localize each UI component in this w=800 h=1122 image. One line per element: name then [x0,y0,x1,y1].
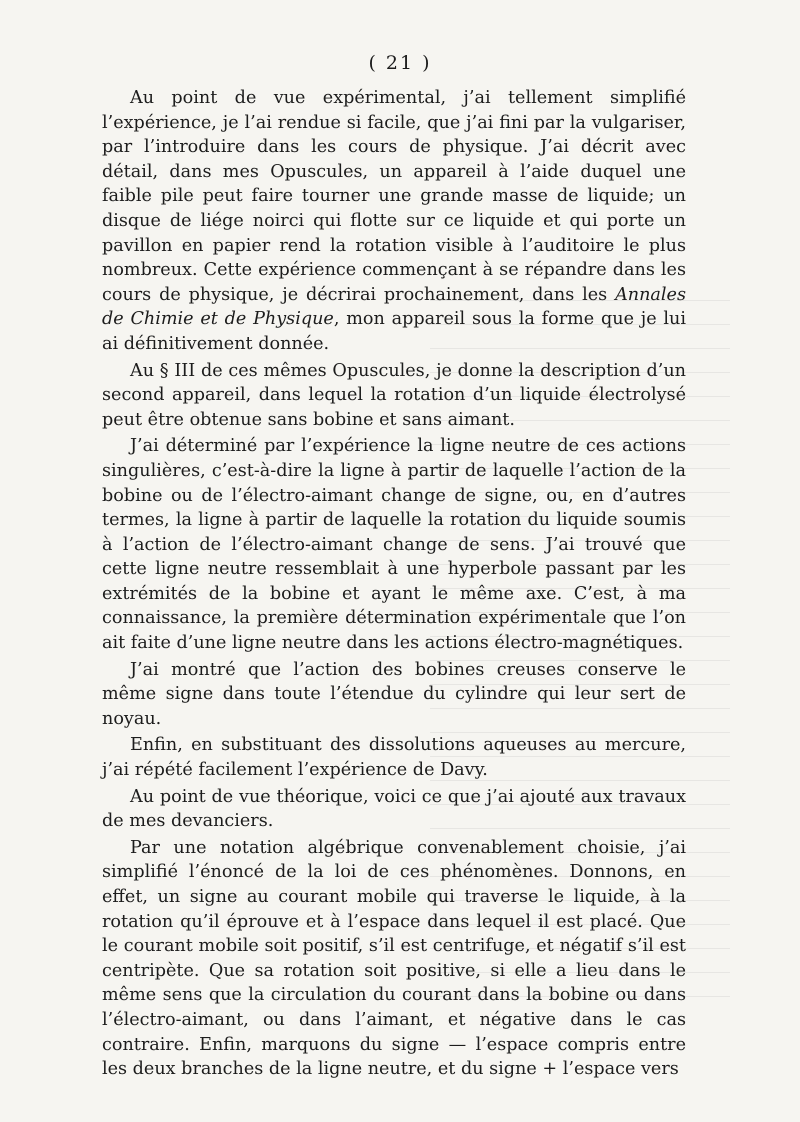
page-number: ( 21 ) [368,52,432,74]
body-text [102,86,686,1082]
paragraph-5: Enfin, en substituant des dissolutions aqueuses au mercure, j’ai répété facilement l’expérience de Davy. [102,735,686,781]
paragraph-6: Au point de vue théorique, voici ce que j’ai ajouté aux travaux de mes devanciers. [102,786,686,832]
paragraph-1 [102,86,686,357]
paragraph-2: Au § III de ces mêmes Opuscules, je donne la description d’un second appareil, dans lequel la rotation d’un liquide électrolysé peut être obtenue sans bobine et sans aimant. [102,360,686,430]
paragraph-3: J’ai déterminé par l’expérience la ligne neutre de ces actions singulières, c’est-à-dire la ligne à partir de laquelle l’action de la bobine ou de l’électro-aimant change de signe, ou, en d’autres termes, la ligne à partir de laquelle la rotation du liquide soumis à l’action de l’électro-aimant change de sens. J’ai trouvé que cette ligne neutre ressemblait à une hyperbole passant par les extrémités de la bobine et ayant le même axe. C’est, à ma connaissance, la première détermination expérimentale que l’on ait faite d’une ligne neutre dans les actions électro-magnétiques. [102,436,686,654]
journal-title-italic: Annales de Chimie et de Physique [102,284,686,330]
paragraph-4: J’ai montré que l’action des bobines creuses conserve le même signe dans toute l’étendue du cylindre qui leur sert de noyau. [102,659,686,729]
paragraph-1-end: , mon appareil sous la forme que je lui ai définitivement donnée. [102,309,686,354]
paragraph-7: Par une notation algébrique convenablement choisie, j’ai simplifié l’énoncé de la loi de ces phénomènes. Donnons, en effet, un signe au courant mobile qui traverse le liquide, à la rotation qu’il éprouve et à l’espace dans lequel il est placé. Que le courant mobile soit positif, s’il est centrifuge, et négatif s’il est centripète. Que sa rotation soit positive, si elle a lieu dans le même sens que la circulation du courant dans la bobine ou dans l’électro-aimant, ou dans l’aimant, et négative dans le cas contraire. Enfin, marquons du signe — l’espace compris entre les deux branches de la ligne neutre, et du signe + l’espace vers [102,837,686,1080]
paragraph-1-text: Au point de vue expérimental, j’ai tellement simplifié l’expérience, je l’ai rendue si facile, que j’ai fini par la vulgariser, par l’introduire dans les cours de physique. J’ai décrit avec détail, dans mes Opuscules, un appareil à l’aide duquel une faible pile peut faire tourner une grande masse de liquide; un disque de liége noirci qui flotte sur ce liquide et qui porte un pavillon en papier rend la rotation visible à l’auditoire le plus nombreux. Cette expérience commençant à se répandre dans les cours de physique, je décrirai prochainement, dans les [102,88,686,305]
